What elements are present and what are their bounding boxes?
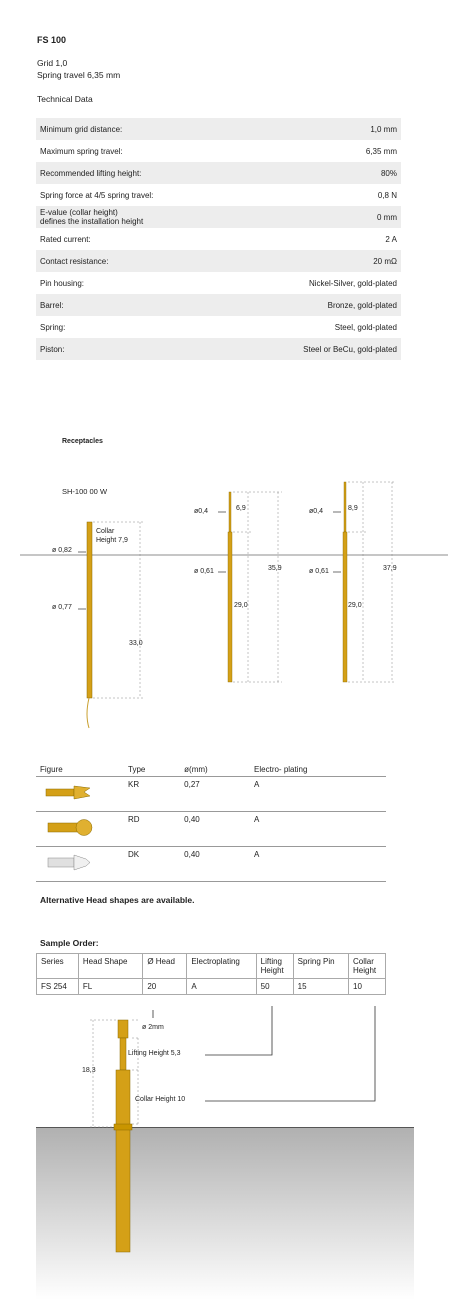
- table-row: DK 0,40 A: [36, 847, 386, 882]
- pin-3-plunger: [344, 482, 346, 532]
- pin2-total: 35,9: [268, 565, 282, 572]
- diameter-inner-label: ø 0,77: [52, 604, 72, 611]
- spec-row: Spring force at 4/5 spring travel: 0,8 N: [40, 190, 397, 200]
- pin-length-label: 18,3: [82, 1067, 96, 1074]
- pin-2-barrel: [228, 532, 232, 682]
- head-shapes-table: Figure Type ø(mm) Electro- plating KR 0,27 A RD 0,40 A DK 0,40 A: [36, 763, 386, 882]
- sample-pin-head: [118, 1020, 128, 1038]
- receptacles-title: Receptacles: [62, 438, 103, 445]
- grid-text: Grid 1,0: [37, 58, 68, 68]
- spec-row: E-value (collar height) defines the installation height 0 mm: [36, 206, 401, 228]
- spec-row: Barrel: Bronze, gold-plated: [36, 294, 401, 316]
- receptacle-part-number: SH-100 00 W: [62, 487, 108, 496]
- spec-row: Rated current: 2 A: [40, 234, 397, 244]
- receptacle-1-wire: [87, 698, 89, 728]
- cone-head-icon: [40, 850, 100, 874]
- pin3-total: 37,9: [383, 565, 397, 572]
- round-head-icon: [40, 815, 100, 839]
- spec-row: Pin housing: Nickel-Silver, gold-plated: [40, 278, 397, 288]
- spec-row: Recommended lifting height: 80%: [36, 162, 401, 184]
- table-row: Series Head Shape Ø Head Electroplating Lifting Height Spring Pin Collar Height: [37, 954, 386, 979]
- pin-3-barrel: [343, 532, 347, 682]
- sample-pin-plunger: [120, 1038, 126, 1070]
- pin2-dim: 6,9: [236, 505, 246, 512]
- collar-height-label-sample: Collar Height 10: [135, 1096, 186, 1103]
- lifting-height-label: Lifting Height 5,3: [128, 1050, 181, 1057]
- pin3-top-diameter: ø0,4: [309, 508, 324, 515]
- spec-row: Minimum grid distance: 1,0 mm: [36, 118, 401, 140]
- length-label-1: 33,0: [129, 640, 143, 647]
- pin2-lower: 29,0: [234, 602, 248, 609]
- sample-order-title: Sample Order:: [40, 938, 99, 948]
- collar-label: Collar: [96, 528, 115, 535]
- receptacle-1: [87, 522, 92, 698]
- collar-height-leader: [205, 1006, 375, 1101]
- spec-row: Spring: Steel, gold-plated: [40, 322, 397, 332]
- page-title: FS 100: [37, 35, 67, 45]
- table-row: FS 254 FL 20 A 50 15 10: [37, 979, 386, 995]
- spring-travel-text: Spring travel 6,35 mm: [37, 70, 121, 80]
- spec-row: Maximum spring travel: 6,35 mm: [40, 146, 397, 156]
- section-technical-data: Technical Data: [37, 94, 93, 104]
- sample-pin-collar: [114, 1124, 132, 1130]
- diameter-outer-label: ø 0,82: [52, 547, 72, 554]
- pin2-diameter: ø 0,61: [194, 568, 214, 575]
- sample-pin-barrel: [116, 1070, 130, 1252]
- collar-height-label: Height 7,9: [96, 537, 128, 544]
- lifting-height-leader: [205, 1006, 272, 1055]
- pin3-dim: 8,9: [348, 505, 358, 512]
- sample-pin-drawing: [0, 1000, 450, 1300]
- crown-head-icon: [40, 780, 100, 804]
- sample-order-table: [36, 953, 386, 995]
- pin3-lower: 29,0: [348, 602, 362, 609]
- spec-row: Piston: Steel or BeCu, gold-plated: [36, 338, 401, 360]
- spec-row: Contact resistance: 20 mΩ: [36, 250, 401, 272]
- technical-data-table: [36, 118, 401, 360]
- pin-2-plunger: [229, 492, 231, 532]
- pin3-diameter: ø 0,61: [309, 568, 329, 575]
- table-row: KR 0,27 A: [36, 777, 386, 812]
- pin2-top-diameter: ø0,4: [194, 508, 209, 515]
- alternative-head-note: Alternative Head shapes are available.: [40, 895, 195, 905]
- table-row: RD 0,40 A: [36, 812, 386, 847]
- head-diameter-label: ø 2mm: [142, 1024, 164, 1031]
